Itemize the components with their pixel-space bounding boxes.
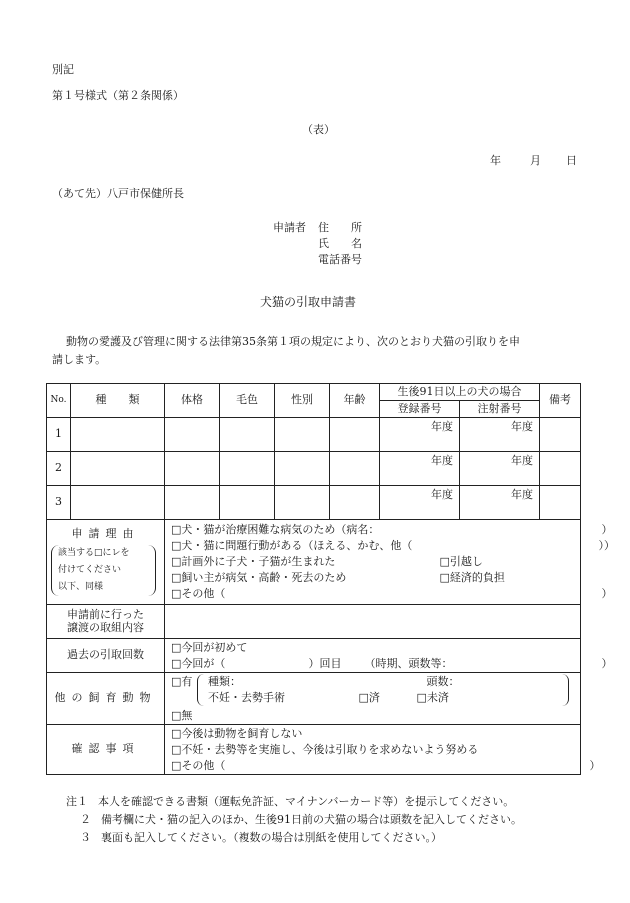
col-no-header: No. <box>47 384 71 418</box>
col-sex-header: 性別 <box>275 384 330 418</box>
footnote-1 <box>66 793 522 811</box>
other-animals-no[interactable]: □無 <box>171 709 193 722</box>
footnote-label: 注１ <box>66 795 88 808</box>
footnote-2 <box>66 811 522 829</box>
type-cell[interactable] <box>71 452 165 486</box>
application-table <box>46 383 615 775</box>
row-number: 1 <box>47 418 71 452</box>
color-cell[interactable] <box>220 452 275 486</box>
instruction-note <box>51 545 156 596</box>
col-inj-header: 注射番号 <box>460 401 540 418</box>
option-paren: ） <box>589 758 601 772</box>
row-number: 3 <box>47 486 71 520</box>
inj-number-cell[interactable]: 年度 <box>460 452 540 486</box>
footnote-text: 備考欄に犬・猫の記入のほか、生後91日前の犬猫の場合は頭数を記入してください。 <box>101 813 522 826</box>
physique-cell[interactable] <box>165 418 220 452</box>
option-paren: ） <box>601 587 613 600</box>
applicant-phone-label: 電話番号 <box>318 253 362 266</box>
table-row <box>47 452 581 486</box>
applicant-label: 申請者 <box>273 221 306 234</box>
option-text: ）回目 <box>308 656 342 670</box>
date-day: 日 <box>566 154 577 167</box>
reason-option-moving[interactable]: □引越し <box>439 555 483 568</box>
past-count-options <box>165 639 613 673</box>
row-number: 2 <box>47 452 71 486</box>
instruction-line-3: 以下、同様 <box>58 581 104 592</box>
col-reg-header: 登録番号 <box>380 401 460 418</box>
reason-option-other[interactable] <box>171 586 613 602</box>
remarks-cell[interactable] <box>540 486 581 520</box>
confirm-option-no-more-pets[interactable]: □今後は動物を飼育しない <box>171 726 303 740</box>
reason-option-illness[interactable] <box>171 522 613 538</box>
option-paren: ）） <box>598 539 615 552</box>
other-animals-label: 他の飼育動物 <box>47 673 165 725</box>
confirm-option-sterilize[interactable]: □不妊・去勢等を実施し、今後は引取りを求めないよう努める <box>171 742 479 756</box>
pre-transfer-field[interactable] <box>165 605 581 639</box>
count-label: 頭数： <box>426 675 460 688</box>
other-animals-yes-block <box>171 674 580 708</box>
option-text: □犬・猫が治療困難な病気のため（病名： <box>171 523 380 536</box>
option-paren: ） <box>601 656 613 670</box>
reg-number-cell[interactable]: 年度 <box>380 452 460 486</box>
instruction-line-2: 付けてください <box>58 564 122 575</box>
option-text: □その他（ <box>171 587 226 600</box>
footnotes <box>66 793 522 847</box>
confirm-label: 確認事項 <box>47 725 165 775</box>
remarks-cell[interactable] <box>540 418 581 452</box>
reason-option-behavior[interactable] <box>171 538 615 554</box>
other-animals-detail <box>197 674 569 706</box>
physique-cell[interactable] <box>165 452 220 486</box>
physique-cell[interactable] <box>165 486 220 520</box>
other-animals-row <box>47 673 581 725</box>
option-text: □今回が（ <box>171 656 226 670</box>
option-text: □飼い主が病気・高齢・死去のため <box>171 571 347 584</box>
type-cell[interactable] <box>71 486 165 520</box>
addressee: （あて先）八戸市保健所長 <box>52 187 184 200</box>
intro-line-2: 請します。 <box>52 353 107 366</box>
col-remarks-header: 備考 <box>540 384 581 418</box>
pre-transfer-label <box>47 605 165 639</box>
inj-number-cell[interactable]: 年度 <box>460 486 540 520</box>
applicant-address-label: 住 所 <box>318 221 362 234</box>
reason-row <box>47 520 581 605</box>
type-cell[interactable] <box>71 418 165 452</box>
footnote-text: 本人を確認できる書類（運転免許証、マイナンバーカード等）を提示してください。 <box>98 795 515 808</box>
pre-transfer-row <box>47 605 581 639</box>
intro-line-1: 動物の愛護及び管理に関する法律第35条第１項の規定により、次のとおり犬猫の引取りを申 <box>66 335 520 348</box>
confirm-options <box>165 725 601 775</box>
footnote-3 <box>66 829 522 847</box>
date-month: 月 <box>530 154 541 167</box>
inj-number-cell[interactable]: 年度 <box>460 418 540 452</box>
age-cell[interactable] <box>330 452 380 486</box>
sterile-not-done[interactable]: □未済 <box>416 691 449 704</box>
document-title: 犬猫の引取申請書 <box>260 295 357 309</box>
sex-cell[interactable] <box>275 452 330 486</box>
past-count-label: 過去の引取回数 <box>47 639 165 673</box>
col-age-header: 年齢 <box>330 384 380 418</box>
pre-transfer-label-line-1: 申請前に行った <box>67 607 144 621</box>
col-physique-header: 体格 <box>165 384 220 418</box>
footnote-label: ３ <box>80 831 91 844</box>
table-row <box>47 418 581 452</box>
past-count-first[interactable]: □今回が初めて <box>171 640 248 654</box>
reason-label-cell <box>47 520 165 605</box>
sex-cell[interactable] <box>275 486 330 520</box>
past-count-nth[interactable] <box>171 656 613 672</box>
other-animals-yes[interactable]: □有 <box>171 675 193 688</box>
col-color-header: 毛色 <box>220 384 275 418</box>
footnote-label: ２ <box>80 813 91 826</box>
color-cell[interactable] <box>220 418 275 452</box>
option-text: □犬・猫に問題行動がある（ほえる、かむ、他（ <box>171 539 413 552</box>
pre-transfer-label-line-2: 譲渡の取組内容 <box>67 620 144 634</box>
reg-number-cell[interactable]: 年度 <box>380 418 460 452</box>
reason-option-owner-health[interactable] <box>171 570 580 586</box>
col-type-header: 種 類 <box>71 384 165 418</box>
option-text: （時期、頭数等： <box>364 656 453 670</box>
reg-number-cell[interactable]: 年度 <box>380 486 460 520</box>
remarks-cell[interactable] <box>540 452 581 486</box>
kind-label: 種類： <box>208 675 241 688</box>
instruction-line-1: 該当する□にレを <box>58 547 130 558</box>
applicant-name-label: 氏 名 <box>318 237 362 250</box>
age-cell[interactable] <box>330 486 380 520</box>
dog-group-header: 生後91日以上の犬の場合 <box>380 384 540 401</box>
other-animals-options <box>165 673 581 725</box>
header-row-1 <box>47 384 581 401</box>
sterile-label: 不妊・去勢手術 <box>208 691 285 704</box>
option-text: □計画外に子犬・子猫が生まれた <box>171 555 336 568</box>
date-year: 年 <box>490 154 501 167</box>
color-cell[interactable] <box>220 486 275 520</box>
confirm-row <box>47 725 581 775</box>
reason-option-financial[interactable]: □経済的負担 <box>439 571 505 584</box>
reason-option-litter[interactable] <box>171 554 580 570</box>
side-label: （表） <box>302 123 335 136</box>
table-row <box>47 486 581 520</box>
footnote-text: 裏面も記入してください。（複数の場合は別紙を使用してください。） <box>101 831 442 844</box>
confirm-option-other[interactable] <box>171 758 601 774</box>
appendix-label: 別記 <box>52 63 74 76</box>
past-count-row <box>47 639 581 673</box>
sterile-done[interactable]: □済 <box>358 691 380 704</box>
reason-options <box>165 520 615 605</box>
form-number: 第１号様式（第２条関係） <box>52 89 184 102</box>
option-text: □その他（ <box>171 758 226 772</box>
reason-label: 申請理由 <box>71 527 140 540</box>
age-cell[interactable] <box>330 418 380 452</box>
sex-cell[interactable] <box>275 418 330 452</box>
option-paren: ） <box>601 523 613 536</box>
